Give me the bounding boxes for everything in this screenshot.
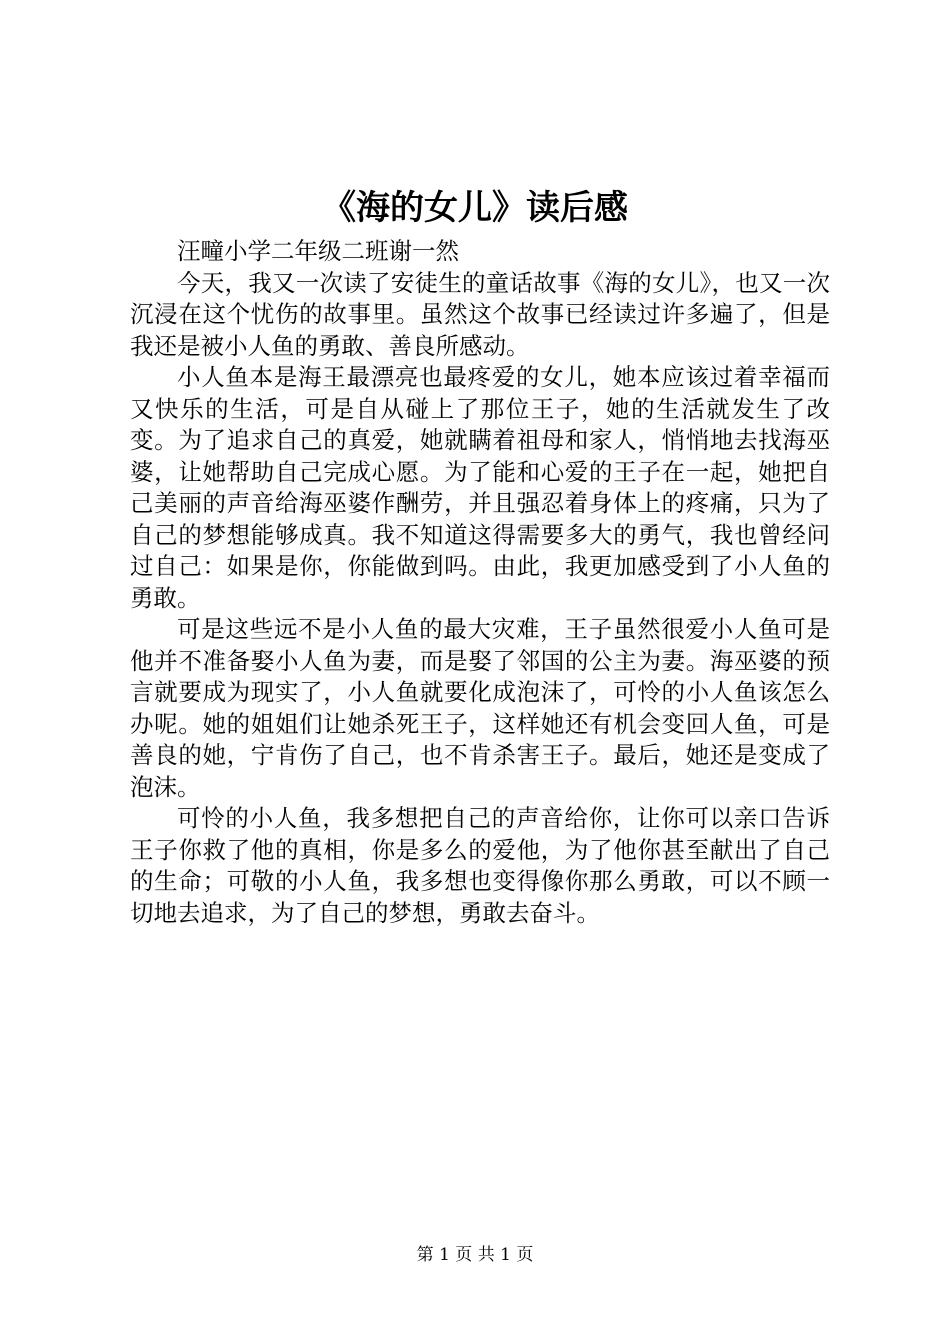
paragraph-2: 小人鱼本是海王最漂亮也最疼爱的女儿，她本应该过着幸福而又快乐的生活，可是自从碰上了那位王子，她的生活就发生了改变。为了追求自己的真爱，她就瞒着祖母和家人，悄悄地去找海巫婆，让她帮助自己完成心愿。为了能和心爱的王子在一起，她把自己美丽的声音给海巫婆作酬劳，并且强忍着身体上的疼痛，只为了自己的梦想能够成真。我不知道这得需要多大的勇气，我也曾经问过自己：如果是你，你能做到吗。由此，我更加感受到了小人鱼的勇敢。 — [130, 363, 830, 612]
paragraph-4: 可怜的小人鱼，我多想把自己的声音给你，让你可以亲口告诉王子你救了他的真相，你是多么的爱他，为了他你甚至献出了自己的生命；可敬的小人鱼，我多想也变得像你那么勇敢，可以不顾一切地去追求，为了自己的梦想，勇敢去奋斗。 — [130, 804, 830, 927]
paragraph-3: 可是这些远不是小人鱼的最大灾难，王子虽然很爱小人鱼可是他并不准备娶小人鱼为妻，而是娶了邻国的公主为妻。海巫婆的预言就要成为现实了，小人鱼就要化成泡沫了，可怜的小人鱼该怎么办呢。她的姐姐们让她杀死王子，这样她还有机会变回人鱼，可是善良的她，宁肯伤了自己，也不肯杀害王子。最后，她还是变成了泡沫。 — [130, 615, 830, 801]
document-body — [130, 236, 830, 929]
document-title: 《海的女儿》读后感 — [322, 188, 628, 228]
page-footer: 第 1 页 共 1 页 — [416, 1245, 534, 1265]
paragraph-1: 今天，我又一次读了安徒生的童话故事《海的女儿》，也又一次沉浸在这个忧伤的故事里。虽然这个故事已经读过许多遍了，但是我还是被小人鱼的勇敢、善良所感动。 — [130, 268, 830, 360]
author-line: 汪疃小学二年级二班谢一然 — [177, 237, 459, 265]
